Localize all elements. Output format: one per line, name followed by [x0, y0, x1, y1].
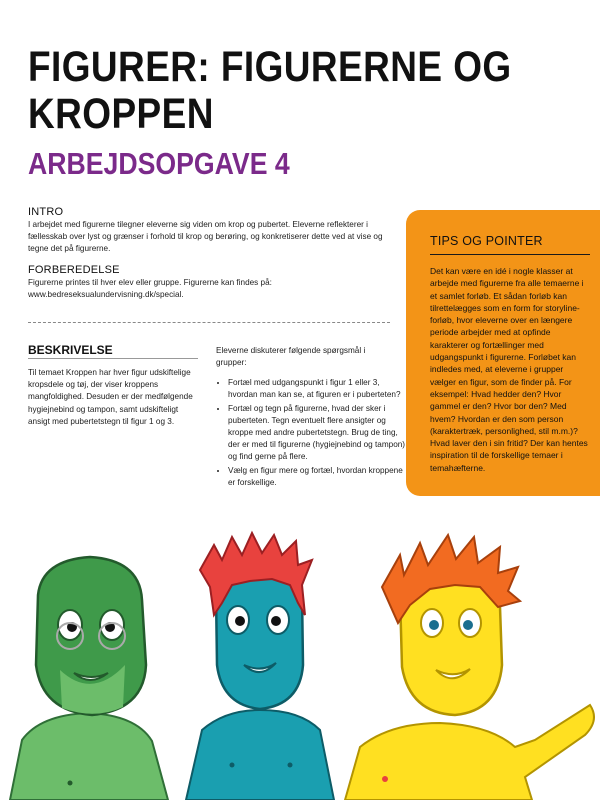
list-item: • Vælg en figur mere og fortæl, hvordan kroppene er forskellige. — [228, 465, 408, 489]
list-item: • Fortæl med udgangspunkt i figur 1 eller 3, hvordan man kan se, at figuren er i puberteten? — [228, 377, 408, 401]
page-title — [28, 43, 512, 138]
intro-heading: INTRO — [28, 206, 64, 218]
tips-box — [406, 210, 600, 496]
blue-character — [186, 533, 334, 800]
green-character — [10, 557, 168, 800]
title-line-2: KROPPEN — [28, 90, 214, 138]
yellow-character — [345, 535, 594, 800]
tips-body: Det kan være en idé i nogle klasser at arbejde med figurerne fra alle temaerne i et samlet forløb. Et sådan forløb kan tilrettelægges som en form for storyline-forløb, hvor eleverne over en længere periode arbejder med at opfinde karakterer og fortællinger med udgangspunkt i figurerne. Forløbet kan indledes med, at eleverne i grupper vælger en figur, som de finder på. For eksempel: Hvad hedder den? Hvor gammel er den? Hvor bor den? Med hvem? Hvordan er den som person (karaktertræk, personlighed, stil m.m.)? Hvad laver den i sin fritid? Der kan hentes inspiration til de forskellige temaer i temahæfterne. — [430, 266, 588, 473]
preparation-body: Figurerne printes til hver elev eller gruppe. Figurerne kan findes på: www.bedreseksualundervisning.dk/special. — [28, 278, 272, 300]
page-subtitle: ARBEJDSOPGAVE 4 — [28, 146, 290, 181]
section-divider — [28, 322, 390, 323]
intro-body: I arbejdet med figurerne tilegner eleverne sig viden om krop og pubertet. Eleverne reflekterer i fællesskab over lyst og grænser i forhold til krop og berøring, og konkretiserer dette ved at vise og tegne det på figurerne. — [28, 220, 383, 254]
tips-heading: TIPS OG POINTER — [430, 234, 543, 248]
questions-intro: Eleverne diskuterer følgende spørgsmål i grupper: — [216, 346, 366, 368]
description-body: Til temaet Kroppen har hver figur udskiftelige kropsdele og tøj, der viser kroppens mangfoldighed. Desuden er der medfølgende hygiejnebind og tampon, samt udskifteligt ansigt med pubertetstegn til figur 1 og 3. — [28, 368, 193, 426]
questions-list — [216, 377, 408, 491]
tips-underline — [430, 254, 590, 255]
list-item: • Fortæl og tegn på figurerne, hvad der sker i puberteten. Tegn eventuelt flere ansigter og kroppe med andre pubertetstegn. Brug de ting, der er med til figurerne (hygiejnebind og tampon) og find gerne på flere. — [228, 403, 408, 463]
preparation-heading: FORBEREDELSE — [28, 264, 120, 276]
description-underline — [28, 358, 198, 359]
description-heading: BESKRIVELSE — [28, 343, 113, 357]
title-line-1: FIGURER: FIGURERNE OG — [28, 43, 512, 91]
characters-illustration — [0, 515, 600, 800]
